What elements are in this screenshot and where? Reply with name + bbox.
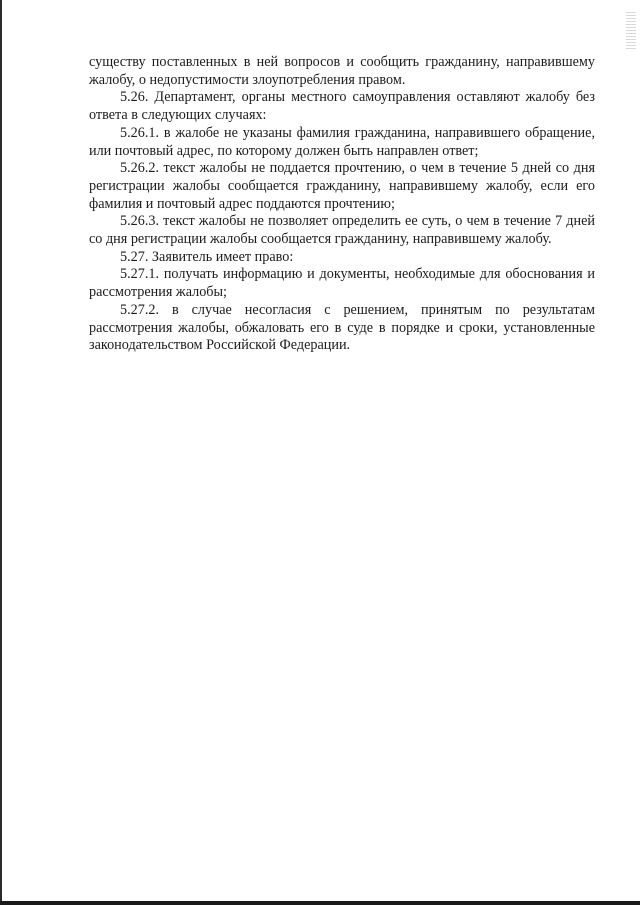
scan-left-edge — [0, 0, 2, 905]
paragraph-5-26-3: 5.26.3. текст жалобы не позволяет определить ее суть, о чем в течение 7 дней со дня регистрации жалобы сообщается гражданину, направившему жалобу. — [89, 213, 595, 248]
paragraph-5-26: 5.26. Департамент, органы местного самоуправления оставляют жалобу без ответа в следующих случаях: — [89, 89, 595, 124]
scan-artifact — [626, 12, 636, 50]
document-body — [89, 54, 595, 355]
paragraph-continuation: существу поставленных в ней вопросов и сообщить гражданину, направившему жалобу, о недопустимости злоупотребления правом. — [89, 54, 595, 88]
paragraph-5-27-1: 5.27.1. получать информацию и документы, необходимые для обоснования и рассмотрения жалобы; — [89, 266, 595, 301]
paragraph-5-27-2: 5.27.2. в случае несогласия с решением, принятым по результатам рассмотрения жалобы, обжаловать его в суде в порядке и сроки, установленные законодательством Российской Федерации. — [89, 301, 595, 354]
paragraph-5-26-1: 5.26.1. в жалобе не указаны фамилия гражданина, направившего обращение, или почтовый адрес, по которому должен быть направлен ответ; — [89, 124, 595, 159]
scan-bottom-edge — [0, 901, 640, 905]
paragraph-5-26-2: 5.26.2. текст жалобы не поддается прочтению, о чем в течение 5 дней со дня регистрации жалобы сообщается гражданину, направившему жалобу, если его фамилия и почтовый адрес поддаются прочтению; — [89, 160, 595, 212]
paragraph-5-27: 5.27. Заявитель имеет право: — [120, 248, 294, 265]
